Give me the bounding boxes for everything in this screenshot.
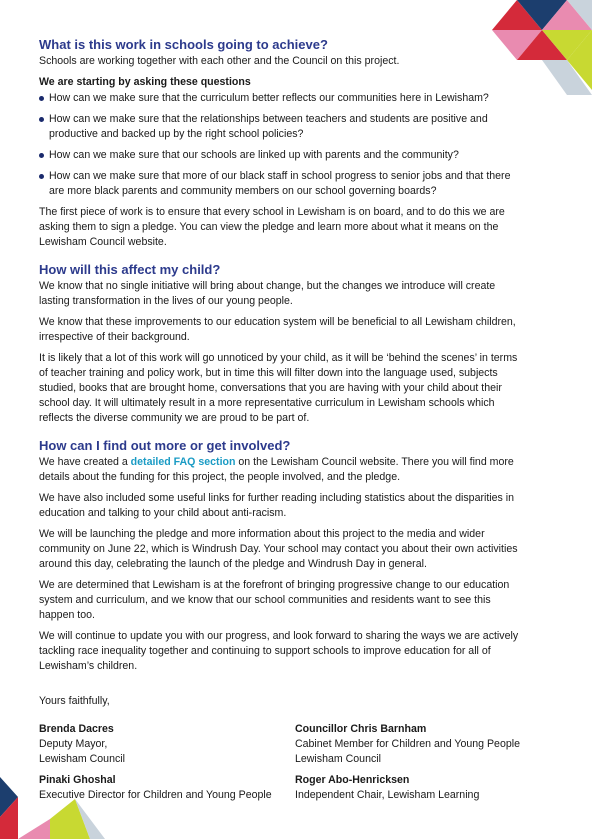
section-heading-involved: How can I find out more or get involved? bbox=[39, 438, 291, 453]
letter-body bbox=[39, 37, 519, 680]
signoff: Yours faithfully, bbox=[39, 695, 110, 707]
paragraph: We have also included some useful links for further reading including statistics about the disparities in education and talking to your child about anti-racism. bbox=[39, 492, 515, 519]
signatory-name: Brenda Dacres bbox=[39, 723, 114, 735]
signatory bbox=[295, 773, 551, 803]
paragraph: We will continue to update you with our progress, and look forward to sharing the ways we are actively tackling race inequality together and continuing to support schools to improve education for all of Lewisham’s children. bbox=[39, 630, 519, 672]
list-item: How can we make sure that the relationships between teachers and students are positive and productive and backed up by the right school policies? bbox=[39, 112, 519, 142]
section-get-involved bbox=[39, 438, 519, 674]
list-item: How can we make sure that our schools are linked up with parents and the community? bbox=[39, 148, 519, 163]
faq-text-after: on the Lewisham Council website. There you will find more details about the funding for this project, the people involved, and the pledge. bbox=[39, 456, 514, 483]
paragraph: We are determined that Lewisham is at the forefront of bringing progressive change to our education system and curriculum, and we know that our school communities and residents want to see this happen too. bbox=[39, 579, 510, 621]
section-heading-affect: How will this affect my child? bbox=[39, 262, 221, 277]
faq-text-before: We have created a bbox=[39, 456, 131, 468]
questions-list bbox=[39, 91, 519, 199]
questions-subheading: We are starting by asking these questions bbox=[39, 76, 251, 88]
signatory-name: Pinaki Ghoshal bbox=[39, 774, 116, 786]
signatory bbox=[39, 722, 295, 767]
paragraph: We know that no single initiative will bring about change, but the changes we introduce will create lasting transformation in the lives of our young people. bbox=[39, 280, 496, 307]
signatory-org: Lewisham Council bbox=[39, 753, 125, 765]
section-affect-child bbox=[39, 262, 519, 426]
signatory-role: Deputy Mayor, bbox=[39, 738, 108, 750]
signatory-role: Executive Director for Children and Young People bbox=[39, 789, 272, 801]
signatories bbox=[39, 722, 559, 809]
paragraph: We know that these improvements to our education system will be beneficial to all Lewisham children, irrespective of their background. bbox=[39, 316, 516, 343]
faq-link[interactable]: detailed FAQ section bbox=[130, 456, 236, 468]
signatory-name: Councillor Chris Barnham bbox=[295, 723, 427, 735]
pledge-paragraph: The first piece of work is to ensure that every school in Lewisham is on board, and to do this we are asking them to sign a pledge. You can view the pledge and learn more about what it means on the Lewisham Council website. bbox=[39, 206, 505, 248]
list-item: How can we make sure that more of our black staff in school progress to senior jobs and that there are more black parents and community members on our school governing boards? bbox=[39, 169, 519, 199]
signatory-role: Independent Chair, Lewisham Learning bbox=[295, 789, 480, 801]
signatory bbox=[295, 722, 551, 767]
signatory-role: Cabinet Member for Children and Young People bbox=[295, 738, 520, 750]
signatory-name: Roger Abo-Henricksen bbox=[295, 774, 410, 786]
section-heading-achieve: What is this work in schools going to achieve? bbox=[39, 37, 328, 52]
signatory-org: Lewisham Council bbox=[295, 753, 381, 765]
paragraph: We will be launching the pledge and more information about this project to the media and wider community on June 22, which is Windrush Day. Your school may contact you about their own activities around this day, celebrating the launch of the pledge and Windrush Day in general. bbox=[39, 528, 518, 570]
paragraph: It is likely that a lot of this work will go unnoticed by your child, as it will be ‘behind the scenes’ in terms of teacher training and policy work, but in time this will filter down into the language used, subjects studied, books that are brought home, conversations that you are having with your child about their school day. It will ultimately result in a more representative curriculum in Lewisham schools which reflects the diverse community we are proud to be part of. bbox=[39, 352, 518, 424]
list-item: How can we make sure that the curriculum better reflects our communities here in Lewisham? bbox=[39, 91, 519, 106]
section-intro: Schools are working together with each other and the Council on this project. bbox=[39, 55, 400, 67]
faq-paragraph bbox=[39, 455, 519, 485]
signatory bbox=[39, 773, 295, 803]
